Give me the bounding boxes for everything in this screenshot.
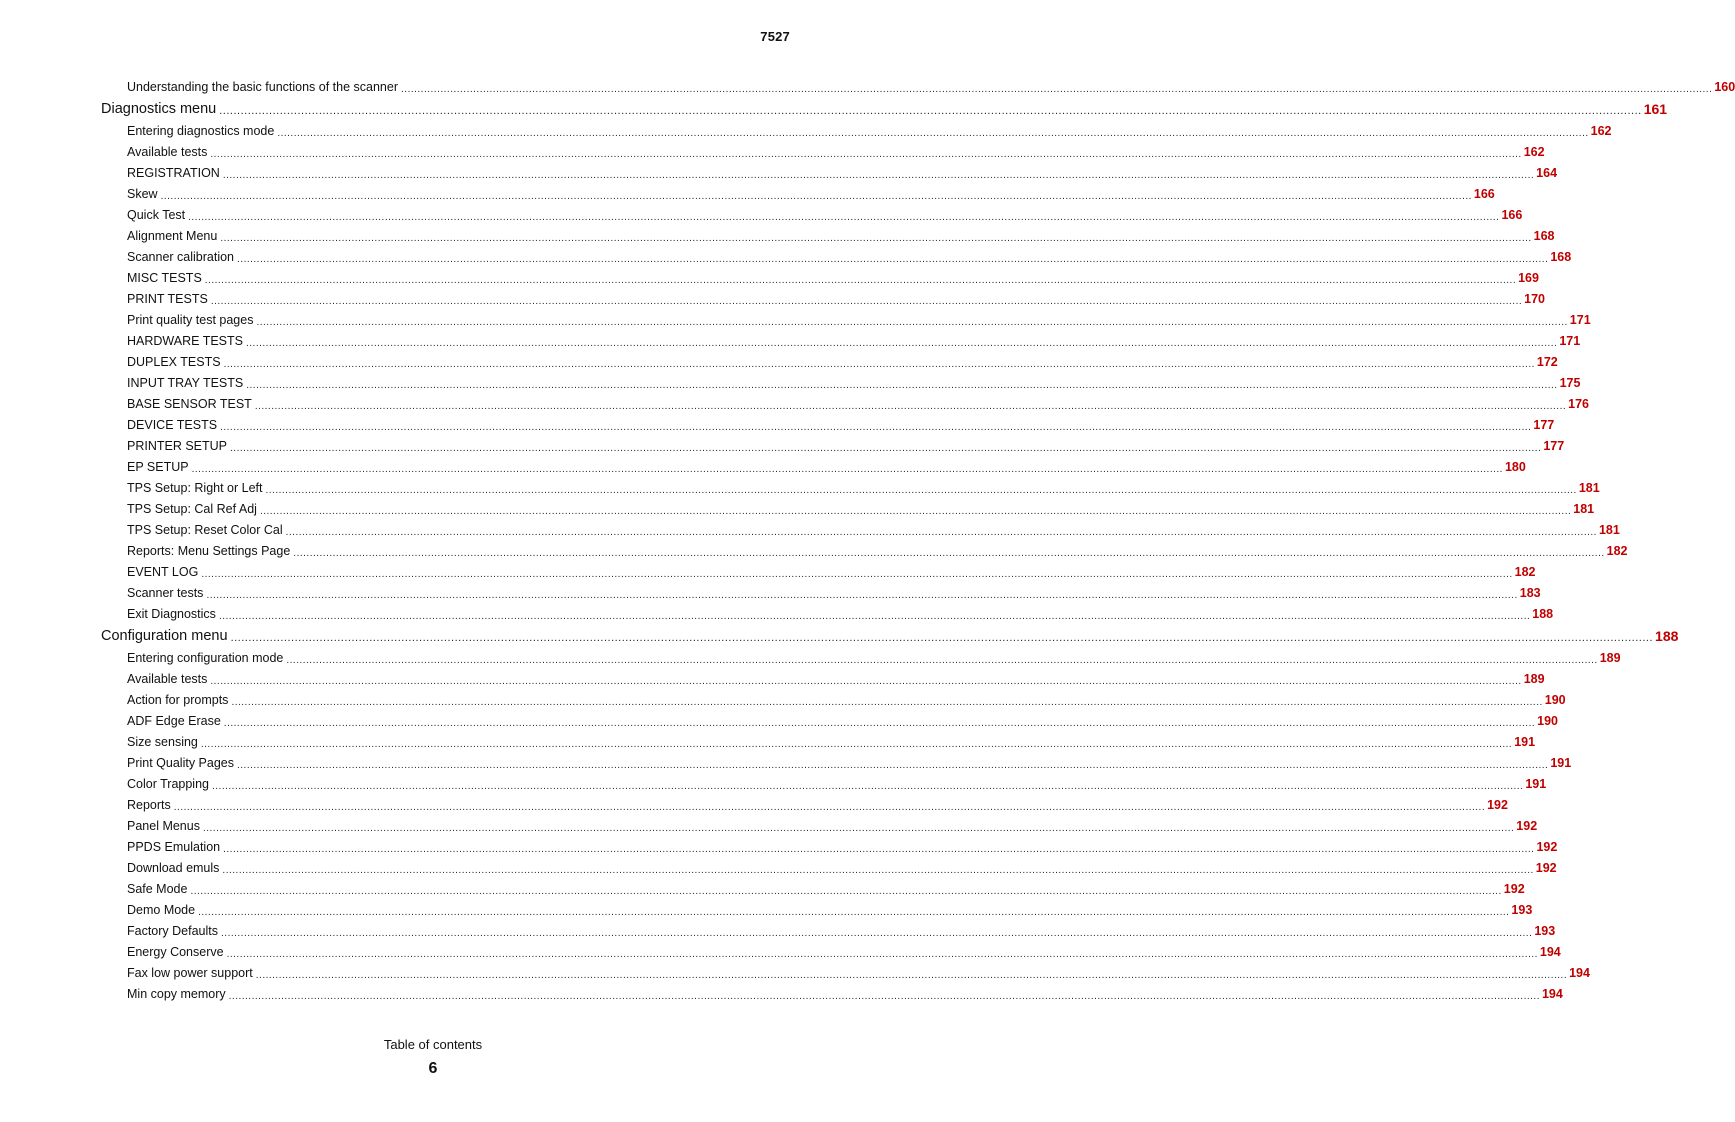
toc-entry[interactable] [127,648,1621,669]
toc-entry-title: Available tests [127,145,208,159]
toc-dot-leader: ................................................................................................................................................................................................................................................................................................................................................................................................................ [237,760,1549,771]
toc-entry[interactable] [127,690,1566,711]
toc-entry-page[interactable]: 181 [1573,502,1595,516]
toc-entry-page[interactable]: 192 [1516,819,1538,833]
toc-dot-leader: ................................................................................................................................................................................................................................................................................................................................................................................................................ [228,991,1540,1002]
toc-dot-leader: ................................................................................................................................................................................................................................................................................................................................................................................................................ [255,970,1568,981]
toc-entry-page[interactable]: 189 [1599,651,1621,665]
toc-entry-title: PRINT TESTS [127,292,208,306]
toc-entry-title: TPS Setup: Right or Left [127,481,263,495]
toc-entry-title: Print quality test pages [127,313,254,327]
toc-dot-leader: ................................................................................................................................................................................................................................................................................................................................................................................................................ [210,296,1523,307]
toc-entry[interactable] [127,205,1523,226]
toc-dot-leader: ................................................................................................................................................................................................................................................................................................................................................................................................................ [220,233,1532,244]
document-id: 7527 [760,29,790,44]
toc-entry-title: INPUT TRAY TESTS [127,376,244,390]
toc-dot-leader: ................................................................................................................................................................................................................................................................................................................................................................................................................ [254,401,1567,412]
toc-dot-leader: ................................................................................................................................................................................................................................................................................................................................................................................................................ [188,212,1500,223]
toc-dot-leader: ................................................................................................................................................................................................................................................................................................................................................................................................................ [237,254,1549,265]
toc-entry-page[interactable]: 191 [1550,756,1572,770]
toc-dot-leader: ................................................................................................................................................................................................................................................................................................................................................................................................................ [231,697,1543,708]
toc-entry-page[interactable]: 194 [1539,945,1561,959]
toc-entry[interactable] [127,268,1539,289]
toc-entry-page[interactable]: 166 [1501,208,1523,222]
toc-entry-title: Configuration menu [101,628,228,644]
toc-entry-title: HARDWARE TESTS [127,334,243,348]
toc-entry-title: PRINTER SETUP [127,439,228,453]
footer-page-number: 6 [428,1060,438,1077]
toc-entry-title: Reports [127,798,171,812]
toc-dot-leader: ................................................................................................................................................................................................................................................................................................................................................................................................................ [198,907,1510,918]
toc-entry-title: Entering diagnostics mode [127,124,275,138]
toc-entry-title: TPS Setup: Cal Ref Adj [127,502,257,516]
toc-dot-leader: ................................................................................................................................................................................................................................................................................................................................................................................................................ [173,802,1486,813]
toc-entry-page[interactable]: 191 [1514,735,1536,749]
toc-entry-title: Reports: Menu Settings Page [127,544,291,558]
toc-entry[interactable] [127,478,1600,499]
toc-dot-leader: ................................................................................................................................................................................................................................................................................................................................................................................................................ [223,359,1535,370]
toc-entry[interactable] [127,732,1536,753]
toc-entry[interactable] [127,77,1735,98]
toc-entry[interactable] [127,879,1525,900]
toc-dot-leader: ................................................................................................................................................................................................................................................................................................................................................................................................................ [246,380,1558,391]
toc-entry-page[interactable]: 189 [1523,672,1545,686]
toc-entry-page[interactable]: 176 [1568,397,1589,411]
toc-dot-leader: ................................................................................................................................................................................................................................................................................................................................................................................................................ [259,506,1572,517]
toc-entry[interactable] [127,774,1547,795]
toc-entry-page[interactable]: 188 [1655,628,1679,644]
toc-dot-leader: ................................................................................................................................................................................................................................................................................................................................................................................................................ [401,84,1713,95]
toc-entry-page[interactable]: 162 [1590,124,1612,138]
toc-entry-page[interactable]: 193 [1534,924,1556,938]
toc-entry[interactable] [127,520,1620,541]
toc-entry[interactable] [127,142,1545,163]
toc-entry-title: MISC TESTS [127,271,202,285]
toc-dot-leader: ................................................................................................................................................................................................................................................................................................................................................................................................................ [202,823,1515,834]
toc-entry-page[interactable]: 180 [1504,460,1526,474]
toc-dot-leader: ................................................................................................................................................................................................................................................................................................................................................................................................................ [222,865,1534,876]
toc-dot-leader: ................................................................................................................................................................................................................................................................................................................................................................................................................ [246,338,1558,349]
toc-entry-title: Color Trapping [127,777,209,791]
toc-entry-title: EP SETUP [127,460,189,474]
toc-entry[interactable] [127,163,1558,184]
toc-entry-page[interactable]: 190 [1544,693,1566,707]
toc-entry-page[interactable]: 160 [1714,80,1735,94]
toc-entry-title: Demo Mode [127,903,196,917]
toc-dot-leader: ................................................................................................................................................................................................................................................................................................................................................................................................................ [190,886,1502,897]
toc-entry[interactable] [127,753,1572,774]
toc-dot-leader: ................................................................................................................................................................................................................................................................................................................................................................................................................ [230,443,1542,454]
toc-entry[interactable] [127,331,1581,352]
toc-entry-page[interactable]: 177 [1533,418,1555,432]
toc-dot-leader: ................................................................................................................................................................................................................................................................................................................................................................................................................ [210,149,1522,160]
toc-entry[interactable] [127,984,1563,1005]
toc-entry-title: EVENT LOG [127,565,199,579]
toc-dot-leader: ................................................................................................................................................................................................................................................................................................................................................................................................................ [293,548,1605,559]
toc-entry[interactable] [127,583,1541,604]
toc-entry-page[interactable]: 166 [1473,187,1495,201]
toc-entry[interactable] [127,415,1555,436]
toc-entry[interactable] [127,562,1536,583]
toc-entry-page[interactable]: 192 [1536,840,1558,854]
toc-entry-title: DEVICE TESTS [127,418,218,432]
toc-entry[interactable] [127,963,1590,984]
toc-entry-title: Fax low power support [127,966,253,980]
toc-entry-page[interactable]: 172 [1536,355,1558,369]
toc-entry[interactable] [127,247,1572,268]
toc-entry[interactable] [127,499,1595,520]
toc-entry-title: Understanding the basic functions of the scanner [127,80,399,94]
toc-entry-title: TPS Setup: Reset Color Cal [127,523,283,537]
toc-entry-title: DUPLEX TESTS [127,355,221,369]
toc-entry-title: Safe Mode [127,882,188,896]
toc-entry-title: Factory Defaults [127,924,219,938]
toc-entry[interactable] [127,394,1589,415]
toc-entry[interactable] [127,289,1545,310]
toc-entry-page[interactable]: 183 [1519,586,1541,600]
toc-dot-leader: ................................................................................................................................................................................................................................................................................................................................................................................................................ [218,611,1531,622]
toc-entry-title: Print Quality Pages [127,756,234,770]
toc-dot-leader: ................................................................................................................................................................................................................................................................................................................................................................................................................ [285,527,1597,538]
toc-dot-leader: ................................................................................................................................................................................................................................................................................................................................................................................................................ [212,781,1524,792]
toc-entry-page[interactable]: 192 [1535,861,1557,875]
toc-entry-page[interactable]: 192 [1503,882,1525,896]
table-of-contents [0,77,1735,1005]
toc-entry-title: Download emuls [127,861,220,875]
toc-dot-leader: ................................................................................................................................................................................................................................................................................................................................................................................................................ [160,191,1472,202]
toc-entry[interactable] [127,942,1561,963]
toc-entry-page[interactable]: 177 [1543,439,1565,453]
toc-dot-leader: ................................................................................................................................................................................................................................................................................................................................................................................................................ [206,590,1518,601]
toc-entry[interactable] [127,837,1558,858]
toc-entry[interactable] [127,226,1555,247]
toc-entry-page[interactable]: 181 [1578,481,1600,495]
footer-label: Table of contents [383,1037,483,1052]
toc-dot-leader: ................................................................................................................................................................................................................................................................................................................................................................................................................ [204,275,1517,286]
toc-entry-title: Scanner calibration [127,250,235,264]
toc-entry-title: BASE SENSOR TEST [127,397,252,411]
toc-entry-title: Available tests [127,672,208,686]
toc-entry[interactable] [127,373,1581,394]
toc-entry[interactable] [127,921,1556,942]
toc-entry-page[interactable]: 182 [1606,544,1628,558]
toc-dot-leader: ................................................................................................................................................................................................................................................................................................................................................................................................................ [191,464,1503,475]
toc-dot-leader: ................................................................................................................................................................................................................................................................................................................................................................................................................ [277,128,1589,139]
toc-entry[interactable] [127,795,1508,816]
toc-entry-title: Scanner tests [127,586,204,600]
toc-entry-page[interactable]: 171 [1569,313,1591,327]
toc-section-entry[interactable] [101,625,1679,648]
toc-entry-page[interactable]: 175 [1559,376,1581,390]
toc-entry-page[interactable]: 194 [1569,966,1590,980]
toc-entry-page[interactable]: 191 [1525,777,1547,791]
toc-entry-title: Min copy memory [127,987,226,1001]
toc-entry-title: ADF Edge Erase [127,714,221,728]
toc-entry-title: Panel Menus [127,819,200,833]
toc-entry[interactable] [127,457,1526,478]
toc-entry-page[interactable]: 164 [1536,166,1558,180]
toc-entry-page[interactable]: 161 [1643,101,1668,117]
toc-entry-title: Diagnostics menu [101,101,217,117]
toc-entry[interactable] [127,858,1557,879]
toc-entry[interactable] [127,310,1591,331]
toc-entry[interactable] [127,541,1628,562]
toc-entry-page[interactable]: 182 [1514,565,1536,579]
toc-entry-title: Energy Conserve [127,945,224,959]
toc-entry-page[interactable]: 192 [1487,798,1508,812]
toc-entry-title: Alignment Menu [127,229,218,243]
toc-dot-leader: ................................................................................................................................................................................................................................................................................................................................................................................................................ [230,632,1654,644]
toc-entry[interactable] [127,352,1558,373]
toc-entry-page[interactable]: 193 [1511,903,1533,917]
toc-dot-leader: ................................................................................................................................................................................................................................................................................................................................................................................................................ [219,105,1642,117]
toc-dot-leader: ................................................................................................................................................................................................................................................................................................................................................................................................................ [226,949,1538,960]
toc-entry-title: REGISTRATION [127,166,220,180]
toc-entry-page[interactable]: 162 [1523,145,1545,159]
toc-entry-page[interactable]: 171 [1559,334,1581,348]
toc-dot-leader: ................................................................................................................................................................................................................................................................................................................................................................................................................ [256,317,1568,328]
toc-dot-leader: ................................................................................................................................................................................................................................................................................................................................................................................................................ [222,170,1535,181]
toc-entry-title: Skew [127,187,158,201]
toc-entry-page[interactable]: 169 [1518,271,1539,285]
toc-entry[interactable] [127,184,1495,205]
toc-dot-leader: ................................................................................................................................................................................................................................................................................................................................................................................................................ [265,485,1577,496]
toc-dot-leader: ................................................................................................................................................................................................................................................................................................................................................................................................................ [286,655,1598,666]
toc-entry[interactable] [127,711,1558,732]
toc-entry[interactable] [127,669,1545,690]
toc-dot-leader: ................................................................................................................................................................................................................................................................................................................................................................................................................ [210,676,1522,687]
toc-entry[interactable] [127,604,1554,625]
toc-entry-title: Size sensing [127,735,198,749]
toc-entry-title: Entering configuration mode [127,651,284,665]
toc-dot-leader: ................................................................................................................................................................................................................................................................................................................................................................................................................ [223,718,1536,729]
toc-dot-leader: ................................................................................................................................................................................................................................................................................................................................................................................................................ [223,844,1535,855]
toc-entry[interactable] [127,121,1612,142]
toc-dot-leader: ................................................................................................................................................................................................................................................................................................................................................................................................................ [200,739,1513,750]
toc-entry-title: Exit Diagnostics [127,607,216,621]
toc-entry-title: PPDS Emulation [127,840,221,854]
toc-entry-page[interactable]: 194 [1541,987,1563,1001]
toc-dot-leader: ................................................................................................................................................................................................................................................................................................................................................................................................................ [201,569,1513,580]
toc-entry-title: Action for prompts [127,693,229,707]
toc-entry[interactable] [127,436,1565,457]
toc-entry-page[interactable]: 181 [1598,523,1620,537]
toc-entry[interactable] [127,900,1533,921]
toc-entry-page[interactable]: 190 [1537,714,1558,728]
toc-entry-title: Quick Test [127,208,186,222]
toc-entry-page[interactable]: 188 [1532,607,1554,621]
toc-entry-page[interactable]: 170 [1524,292,1545,306]
toc-section-entry[interactable] [101,98,1668,121]
toc-entry[interactable] [127,816,1538,837]
toc-dot-leader: ................................................................................................................................................................................................................................................................................................................................................................................................................ [221,928,1533,939]
toc-entry-page[interactable]: 168 [1533,229,1555,243]
toc-dot-leader: ................................................................................................................................................................................................................................................................................................................................................................................................................ [220,422,1532,433]
toc-entry-page[interactable]: 168 [1550,250,1572,264]
